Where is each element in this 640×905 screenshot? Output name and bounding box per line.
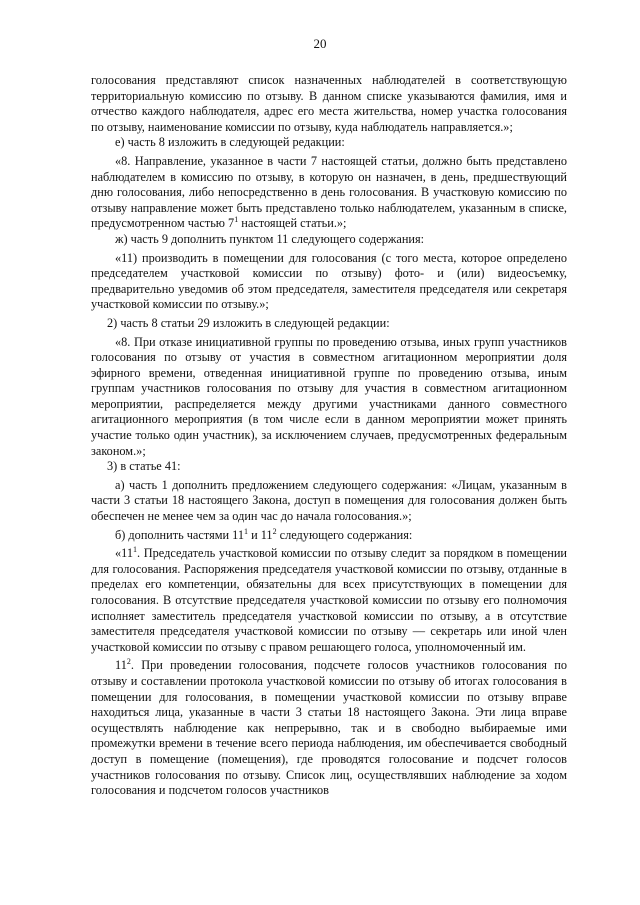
page-number: 20 — [313, 36, 327, 51]
paragraph-observer-list: голосования представляют список назначенных наблюдателей в соответствующую территориальную комиссию по отзыву. В данном списке указываются фамилия, имя и отчество каждого наблюдателя, адрес его места жительства, номер участка голосования по отзыву, наименование комиссии по отзыву, куда наблюдатель направляется.»; — [91, 73, 567, 134]
paragraph-amendment-b: б) дополнить частями $11^1$ и $11^2$ следующего содержания: — [115, 526, 413, 542]
paragraph-part-8-text: «8. Направление, указанное в части 7 настоящей статьи, должно быть представлено наблюдателем в комиссию по отзыву, в которую он назначен, в день, предшествующий дню голосования, либо непосредственно в день голосования. В участковую комиссию по отзыву направление может быть представлено только наблюдателем, указанным в списке, предусмотренном частью $7^1$ настоящей статьи.»; — [91, 153, 567, 231]
paragraph-amendment-e: е) часть 8 изложить в следующей редакции: — [115, 135, 345, 150]
paragraph-part-11-1: «$11^1$. Председатель участковой комиссии по отзыву следит за порядком в помещении для голосования. Распоряжения председателя участковой комиссии по отзыву, отданные в пределах его компетенции, обязательны для всех присутствующих в помещении для голосования. В отсутствие председателя участковой комиссии по отзыву его полномочия исполняет заместитель председателя участковой комиссии по отзыву, а в отсутствие заместителя председателя участковой комиссии по отзыву — секретарь или иной член участковой комиссии по отзыву с правом решающего голоса, уполномоченный им. — [91, 545, 567, 654]
paragraph-article-41: 3) в статье 41: — [107, 459, 181, 474]
paragraph-amendment-a: а) часть 1 дополнить предложением следующего содержания: «Лицам, указанным в части 3 статьи 18 настоящего Закона, доступ в помещения для голосования должен быть обеспечен не менее чем за один час до начала голосования.»; — [91, 477, 567, 524]
paragraph-part-11-2: $11^2$. При проведении голосования, подсчете голосов участников голосования по отзыву и составлении протокола участковой комиссии по отзыву об итогах голосования в помещении для голосования, в помещении участковой комиссии по отзыву вправе находиться лица, указанные в части 3 статьи 18 настоящего Закона. Эти лица вправе осуществлять наблюдение как непрерывно, так и в свободно выбираемые ими промежутки времени в течение всего периода наблюдения, им обеспечивается свободный доступ в помещение (помещения), где проводятся голосование и подсчет голосов участников голосования по отзыву. Список лиц, осуществлявших наблюдение за ходом голосования и подсчетом голосов участников — [91, 657, 567, 798]
paragraph-article-29: 2) часть 8 статьи 29 изложить в следующей редакции: — [107, 315, 390, 330]
document-body — [91, 73, 567, 799]
paragraph-article-29-text: «8. При отказе инициативной группы по проведению отзыва, иных групп участников голосования по отзыву от участия в совместном агитационном мероприятии доля эфирного времени, отведенная инициативной группе по проведению отзыва, иным группам участников голосования по отзыву для участия в совместном агитационном мероприятии, распределяется между другими участниками данного совместного агитационного мероприятия (в том числе если в данном мероприятии может принять участие только один участник), за исключением случаев, предусмотренных федеральным законом.»; — [91, 334, 567, 458]
paragraph-item-11: «11) производить в помещении для голосования (с того места, которое определено председателем участковой комиссии по отзыву) фото- и (или) видеосъемку, предварительно уведомив об этом председателя, заместителя председателя или секретаря участковой комиссии по отзыву.»; — [91, 250, 567, 312]
paragraph-amendment-zh: ж) часть 9 дополнить пунктом 11 следующего содержания: — [115, 231, 425, 246]
